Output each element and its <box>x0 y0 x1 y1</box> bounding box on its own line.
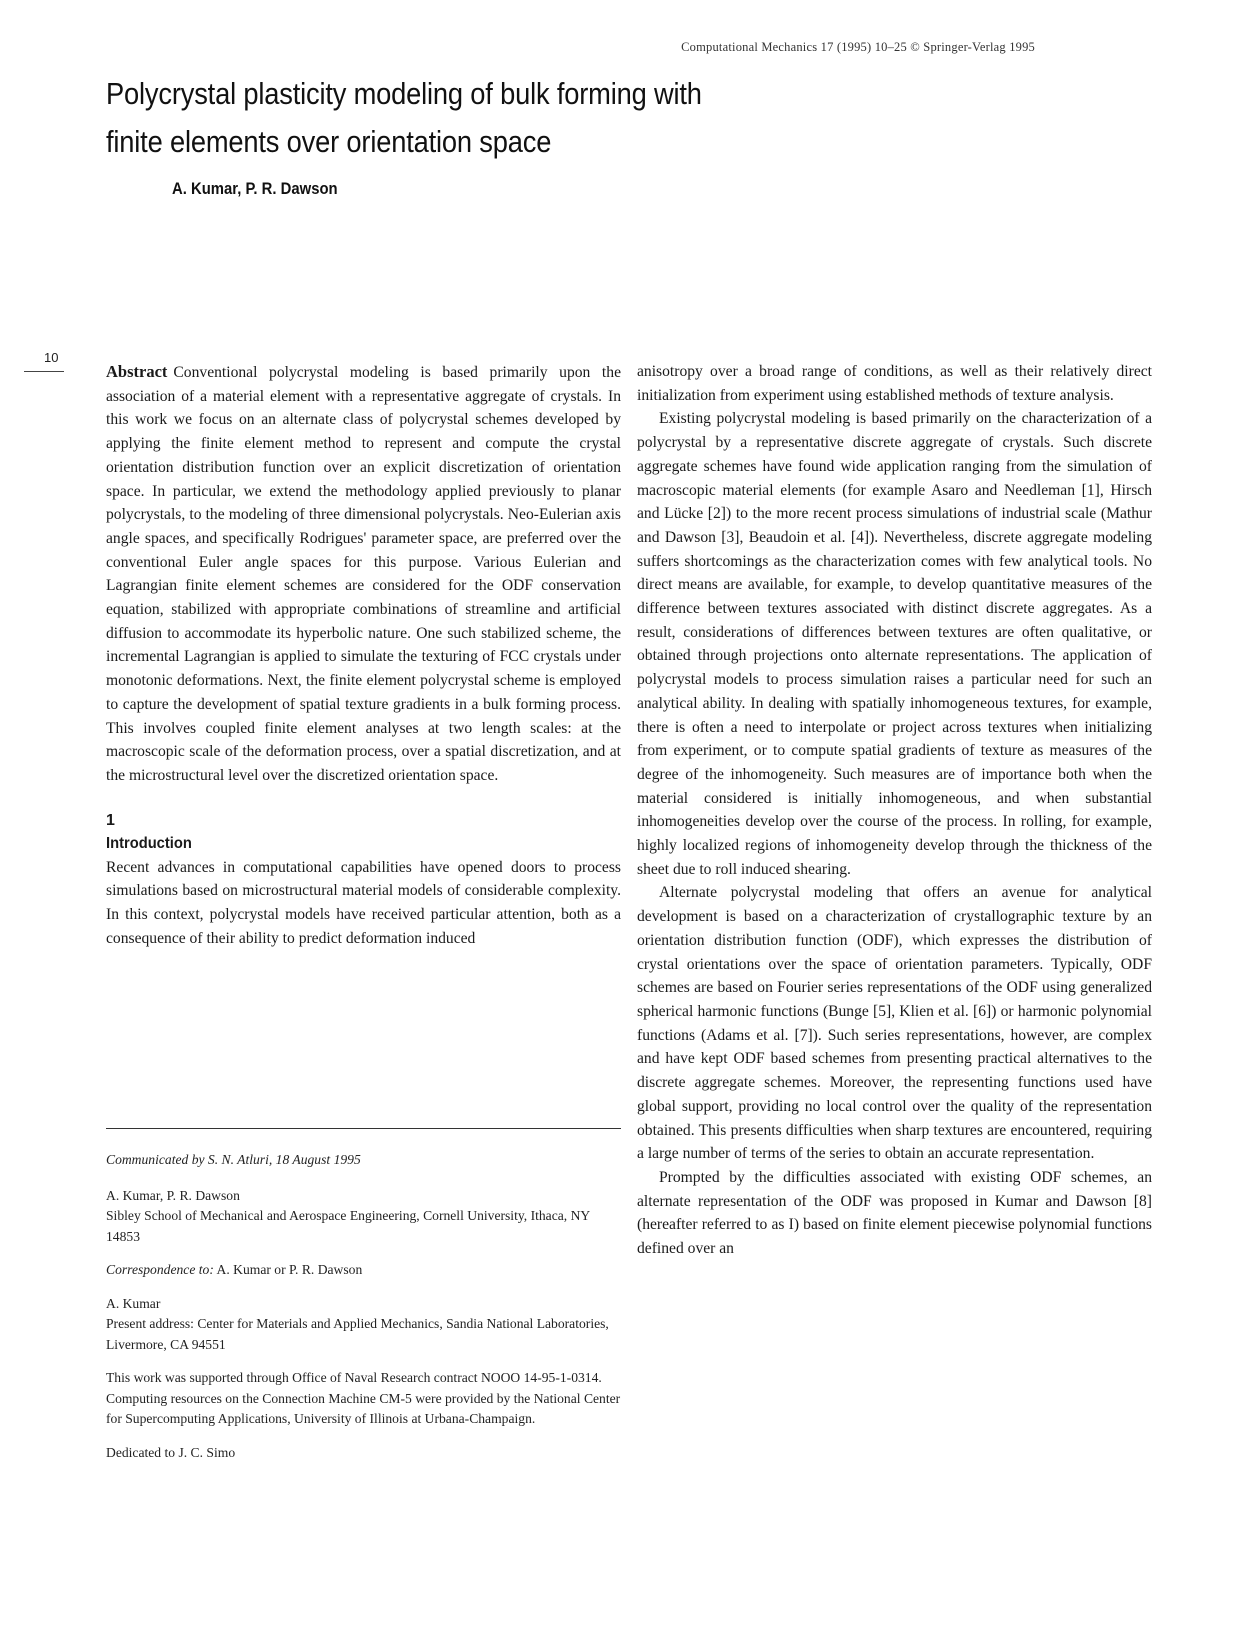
present-address <box>106 1294 621 1356</box>
journal-reference: Computational Mechanics 17 (1995) 10–25 © Springer-Verlag 1995 <box>681 40 1035 54</box>
section-title: Introduction <box>106 834 192 852</box>
footnote-rule <box>106 1128 621 1129</box>
left-column <box>106 360 621 950</box>
abstract-text: Conventional polycrystal modeling is based primarily upon the association of a material element with a representative aggregate of crystals. In this work we focus on an alternate class of polycrystal schemes developed by applying the finite element method to represent and compute the crystal orientation distribution function over an explicit discretization of orientation space. In particular, we extend the methodology applied previously to planar polycrystals, to the modeling of three dimensional polycrystals. Neo-Eulerian axis angle spaces, and specifically Rodrigues' parameter space, are preferred over the conventional Euler angle spaces for this purpose. Various Eulerian and Lagrangian finite element schemes are considered for the ODF conservation equation, stabilized with appropriate combinations of streamline and artificial diffusion to accommodate its hyperbolic nature. One such stabilized scheme, the incremental Lagrangian is applied to simulate the texturing of FCC crystals under monotonic deformations. Next, the finite element polycrystal scheme is employed to capture the development of spatial texture gradients in a bulk forming process. This involves coupled finite element analyses at two length scales: at the macroscopic scale of the deformation process, over a spatial discretization, and at the microstructural level over the discretized orientation space. <box>106 364 621 784</box>
communicated-text: Communicated by S. N. Atluri, 18 August 1995 <box>106 1152 361 1167</box>
present-address-text: Present address: Center for Materials and Applied Mechanics, Sandia National Laboratories, Livermore, CA 94551 <box>106 1316 609 1352</box>
intro-paragraph-2: Existing polycrystal modeling is based primarily on the characterization of a polycrystal by a representative discrete aggregate of crystals. Such discrete aggregate schemes have found wide application ranging from the simulation of macroscopic material elements (for example Asaro and Needleman [1], Hirsch and Lücke [2]) to the more recent process simulations of industrial scale (Mathur and Dawson [3], Beaudoin et al. [4]). Nevertheless, discrete aggregate modeling suffers shortcomings as the characterization comes with few analytical tools. No direct means are available, for example, to develop quantitative measures of the difference between textures associated with distinct discrete aggregates. As a result, considerations of differences between textures are often qualitative, or obtained through projections onto alternate representations. The application of polycrystal models to process simulation raises a particular need for such an analytical ability. In dealing with spatially inhomogeneous textures, for example, there is often a need to interpolate or project across textures when initializing from experiment, or to compute spatial gradients of texture as measures of the degree of the inhomogeneity. Such measures are of importance both when the material considered is initially inhomogeneous, and when substantial inhomogeneities develop over the course of the process. In rolling, for example, highly localized regions of inhomogeneity develop through the thickness of the sheet due to roll induced shearing. <box>637 410 1152 878</box>
article-title: Polycrystal plasticity modeling of bulk forming with finite elements over orientation space <box>106 76 702 159</box>
intro-paragraph-3: Alternate polycrystal modeling that offers an avenue for analytical development is based on a characterization of crystallographic texture by an orientation distribution function (ODF), which expresses the distribution of crystal orientations over the space of orientation parameters. Typically, ODF schemes are based on Fourier series representations of the ODF using generalized spherical harmonic functions (Bunge [5], Klien et al. [6]) or harmonic polynomial functions (Adams et al. [7]). Such series representations, however, are complex and have kept ODF based schemes from presenting practical alternatives to the discrete aggregate schemes. Moreover, the representing functions used have global support, providing no local control over the quality of the representation obtained. This presents difficulties when sharp textures are encountered, requiring a large number of terms of the series to obtain an accurate representation. <box>637 884 1152 1163</box>
page-number: 10 <box>44 350 59 365</box>
author-list: A. Kumar, P. R. Dawson <box>172 180 338 198</box>
affiliation <box>106 1186 621 1248</box>
intro-paragraph-1-continued: anisotropy over a broad range of conditions, as well as their relatively direct initialization from experiment using established methods of texture analysis. <box>637 363 1152 404</box>
abstract-label: Abstract <box>106 362 168 381</box>
correspondence-names: A. Kumar or P. R. Dawson <box>216 1262 363 1277</box>
present-name: A. Kumar <box>106 1295 161 1311</box>
right-column <box>637 360 1152 1261</box>
intro-paragraph-1: Recent advances in computational capabilities have opened doors to process simulations based on microstructural material models of considerable complexity. In this context, polycrystal models have received particular attention, both as a consequence of their ability to predict deformation induced <box>106 858 621 947</box>
margin-rule <box>24 371 64 372</box>
support-note: This work was supported through Office of Naval Research contract NOOO 14-95-1-0314. Computing resources on the Connection Machine CM-5 were provided by the National Center for Supercomputing Applications, University of Illinois at Urbana-Champaign. <box>106 1370 621 1426</box>
intro-paragraph-4: Prompted by the difficulties associated with existing ODF schemes, an alternate representation of the ODF was proposed in Kumar and Dawson [8] (hereafter referred to as I) based on finite element piecewise polynomial functions defined over an <box>637 1168 1152 1258</box>
abstract-paragraph <box>106 360 621 788</box>
communicated-by <box>106 1150 621 1171</box>
footnotes <box>106 1150 621 1476</box>
affiliation-address: Sibley School of Mechanical and Aerospace Engineering, Cornell University, Ithaca, NY 14853 <box>106 1208 590 1244</box>
section-number: 1 <box>106 811 115 829</box>
correspondence <box>106 1260 621 1281</box>
dedication: Dedicated to J. C. Simo <box>106 1444 236 1460</box>
affiliation-names: A. Kumar, P. R. Dawson <box>106 1187 240 1203</box>
correspondence-label: Correspondence to: <box>106 1262 214 1277</box>
